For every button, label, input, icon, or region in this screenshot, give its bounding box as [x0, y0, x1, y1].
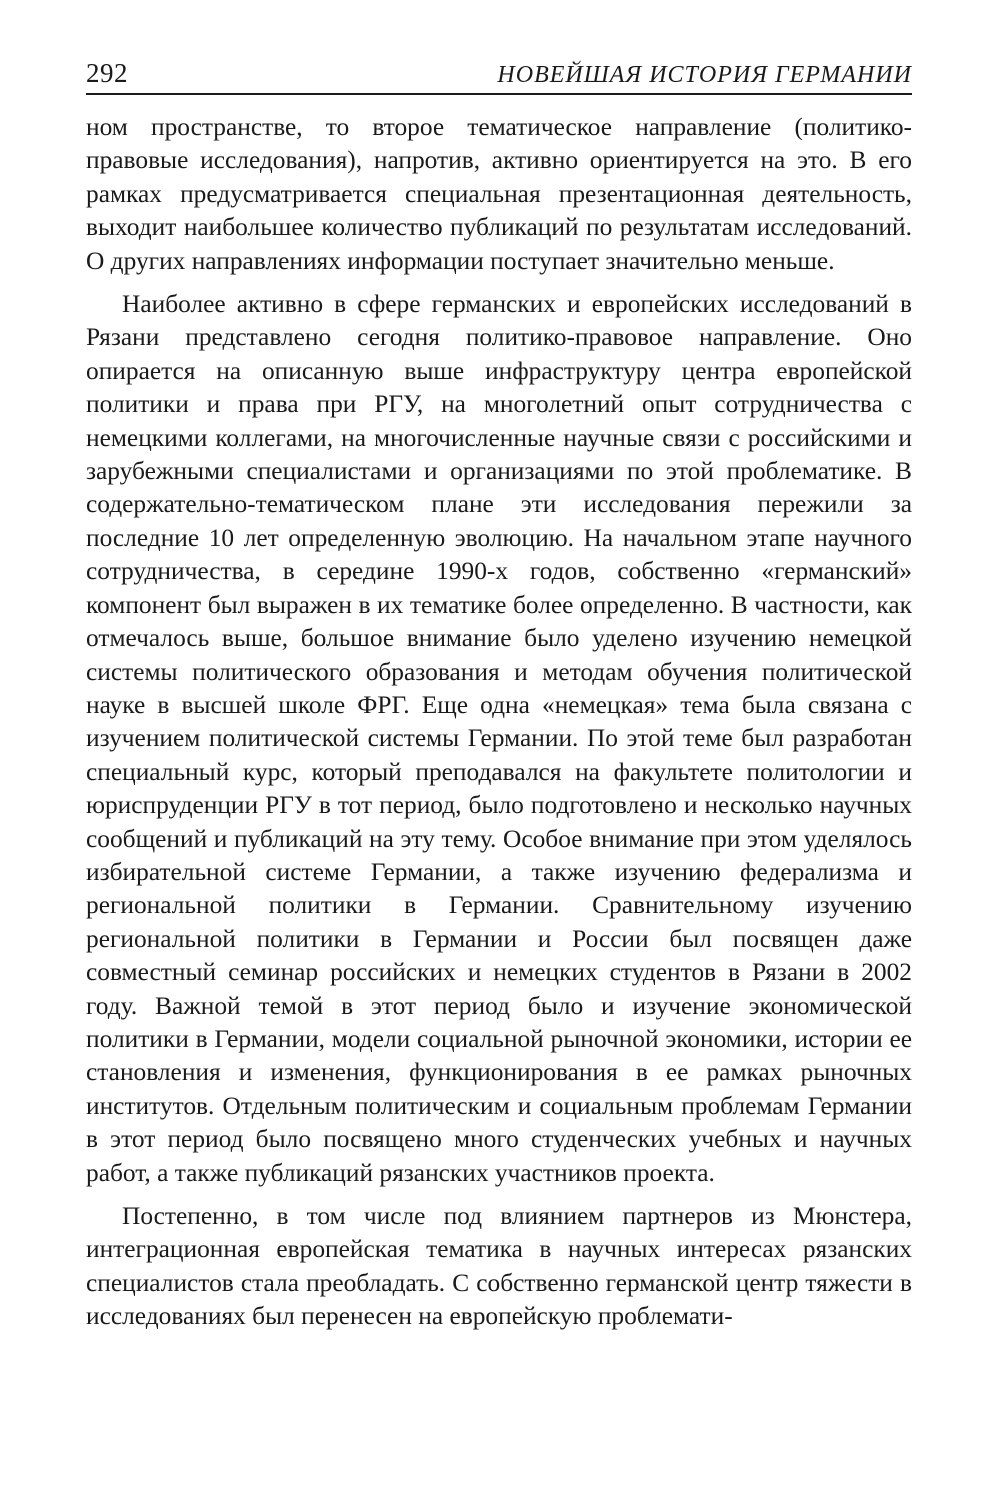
paragraph-continuation: ном пространстве, то второе тематическое направление (политико-правовые исследования), напротив, активно ориентируется на это. В его рамках предусматривается специальная презентационная деятельность, выходит наибольшее количество публикаций по результатам исследований. О других направлениях информации поступает значительно меньше. [86, 113, 912, 275]
paragraph: Наиболее активно в сфере германских и европейских исследований в Рязани представлено сегодня политико-правовое направление. Оно опирается на описанную выше инфраструктуру центра европейской политики и права при РГУ, на многолетний опыт сотрудничества с немецкими коллегами, на многочисленные научные связи с российскими и зарубежными специалистами и организациями по этой проблематике. В содержательно-тематическом плане эти исследования пережили за последние 10 лет определенную эволюцию. На начальном этапе научного сотрудничества, в середине 1990-х годов, собственно «германский» компонент был выражен в их тематике более определенно. В частности, как отмечалось выше, большое внимание было уделено изучению немецкой системы политического образования и методам обучения политической науке в высшей школе ФРГ. Еще одна «немецкая» тема была связана с изучением политической системы Германии. По этой теме был разработан специальный курс, который преподавался на факультете политологии и юриспруденции РГУ в тот период, было подготовлено и несколько научных сообщений и публикаций на эту тему. Особое внимание при этом уделялось избирательной системе Германии, а также изучению федерализма и региональной политики в Германии. Сравнительному изучению региональной политики в Германии и России был посвящен даже совместный семинар российских и немецких студентов в Рязани в 2002 году. Важной темой в этот период было и изучение экономической политики в Германии, модели социальной рыночной экономики, истории ее становления и изменения, функционирования в ее рамках рыночных институтов. Отдельным политическим и социальным проблемам Германии в этот период было посвящено много студенческих учебных и научных работ, а также публикаций рязанских участников проекта. [86, 290, 912, 1187]
body-text [86, 111, 912, 1334]
page-number: 292 [86, 58, 128, 88]
running-title: НОВЕЙШАЯ ИСТОРИЯ ГЕРМАНИИ [497, 62, 912, 88]
running-header [86, 58, 912, 95]
book-page [86, 58, 912, 1334]
paragraph: Постепенно, в том числе под влиянием партнеров из Мюнстера, интеграционная европейская тематика в научных интересах рязанских специалистов стала преобладать. С собственно германской центр тяжести в исследованиях был перенесен на европейскую проблемати- [86, 1202, 912, 1331]
